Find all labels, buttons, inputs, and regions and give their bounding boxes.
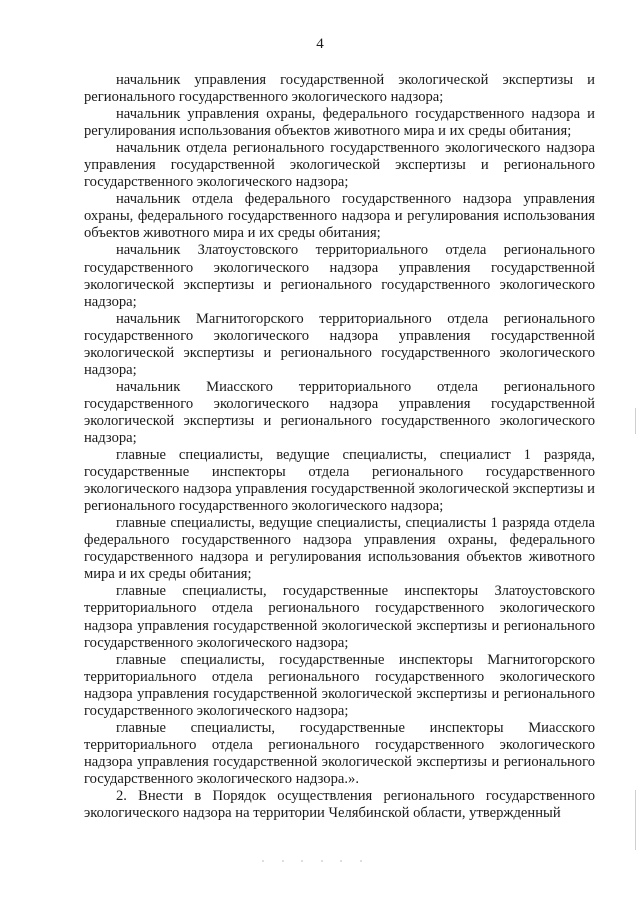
paragraph-8: главные специалисты, ведущие специалисты, специалист 1 разряда, государственные инспекторы отдела регионального государственного экологического надзора управления государственной экологической экспертизы и регионального государственного экологического надзора;: [84, 447, 595, 515]
paragraph-7: начальник Миасского территориального отдела регионального государственного экологического надзора управления государственной экологической экспертизы и регионального государственного экологического надзора;: [84, 378, 595, 446]
paragraph-6: начальник Магнитогорского территориального отдела регионального государственного экологического надзора управления государственной экологической экспертизы и регионального государственного экологического надзора;: [84, 310, 595, 378]
paragraph-2: начальник управления охраны, федерального государственного надзора и регулирования использования объектов животного мира и их среды обитания;: [84, 106, 595, 140]
scan-edge-mark: [635, 408, 636, 434]
paragraph-3: начальник отдела регионального государственного экологического надзора управления государственной экологической экспертизы и регионального государственного экологического надзора;: [84, 140, 595, 191]
paragraph-5: начальник Златоустовского территориального отдела регионального государственного экологического надзора управления государственной экологической экспертизы и регионального государственного экологического надзора;: [84, 242, 595, 310]
page-number: 4: [316, 36, 324, 52]
paragraph-9: главные специалисты, ведущие специалисты, специалисты 1 разряда отдела федерального государственного надзора управления охраны, федерального государственного надзора и регулирования использования объектов животного мира и их среды обитания;: [84, 515, 595, 583]
paragraph-12: главные специалисты, государственные инспекторы Миасского территориального отдела регионального государственного экологического надзора управления государственной экологической экспертизы и регионального государственного экологического надзора.».: [84, 719, 595, 787]
scan-edge-mark: [635, 790, 636, 850]
scan-artifact-dots: [262, 858, 362, 864]
paragraph-13: 2. Внести в Порядок осуществления регионального государственного экологического надзора на территории Челябинской области, утвержденный: [84, 787, 595, 822]
document-body: [84, 72, 595, 822]
paragraph-4: начальник отдела федерального государственного надзора управления охраны, федерального государственного надзора и регулирования использования объектов животного мира и их среды обитания;: [84, 191, 595, 242]
paragraph-10: главные специалисты, государственные инспекторы Златоустовского территориального отдела регионального государственного экологического надзора управления государственной экологической экспертизы и регионального государственного экологического надзора;: [84, 583, 595, 651]
paragraph-11: главные специалисты, государственные инспекторы Магнитогорского территориального отдела регионального государственного экологического надзора управления государственной экологической экспертизы и регионального государственного экологического надзора;: [84, 651, 595, 719]
paragraph-1: начальник управления государственной экологической экспертизы и регионального государственного экологического надзора;: [84, 72, 595, 106]
